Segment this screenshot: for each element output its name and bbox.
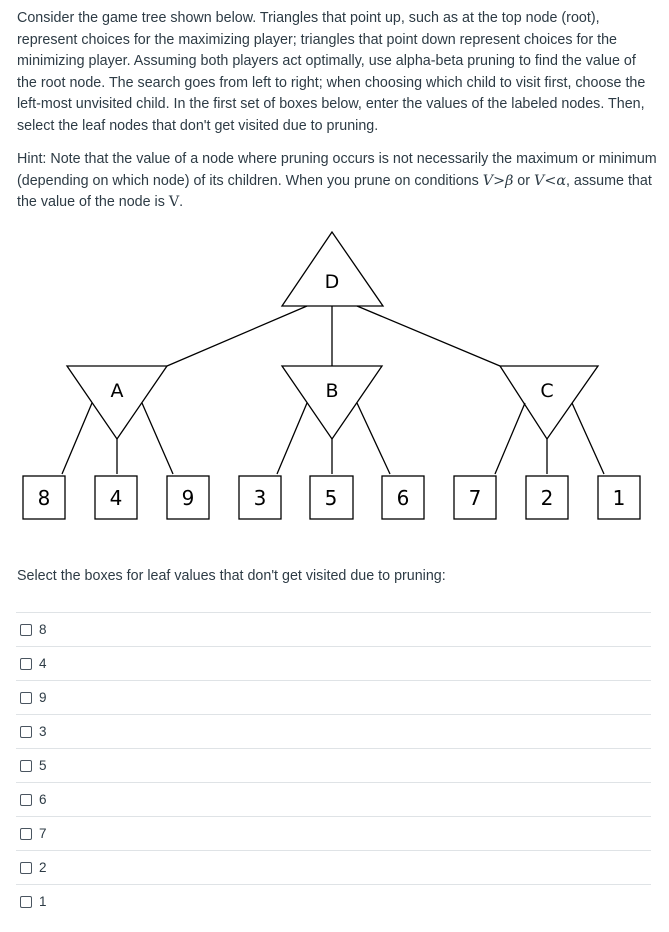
leaf-value: 7: [468, 486, 482, 510]
root-node-triangle: [282, 232, 383, 306]
checkbox[interactable]: [20, 658, 32, 670]
option-label: 3: [39, 724, 47, 739]
option-row[interactable]: [16, 816, 651, 850]
node-a-label: A: [110, 380, 124, 402]
option-row[interactable]: [16, 850, 651, 884]
option-label: 4: [39, 656, 47, 671]
checkbox[interactable]: [20, 794, 32, 806]
leaf-value: 1: [612, 486, 626, 510]
option-row[interactable]: [16, 680, 651, 714]
option-label: 5: [39, 758, 47, 773]
math-condition-1: V>β: [482, 172, 514, 189]
option-row[interactable]: [16, 714, 651, 748]
checkbox[interactable]: [20, 692, 32, 704]
edge-root-a: [167, 306, 307, 366]
option-row[interactable]: [16, 748, 651, 782]
leaf-value: 5: [324, 486, 338, 510]
checkbox[interactable]: [20, 862, 32, 874]
option-label: 8: [39, 622, 47, 637]
checkbox[interactable]: [20, 760, 32, 772]
option-row[interactable]: [16, 782, 651, 816]
game-tree-diagram: [0, 220, 669, 530]
checkbox[interactable]: [20, 828, 32, 840]
checkbox[interactable]: [20, 896, 32, 908]
hint-prefix: Hint: Note that the value of a node where pruning occurs is not necessarily the maximum or minimum (depending on which node) of its children. When you prune on conditions: [17, 151, 657, 189]
option-row[interactable]: [16, 646, 651, 680]
problem-statement: Consider the game tree shown below. Triangles that point up, such as at the top node (root), represent choices for the maximizing player; triangles that point down represent choices for the minimizing player. Assuming both players act optimally, use alpha-beta pruning to find the value of the root node. The search goes from left to right; when choosing which child to visit first, choose the left-most unvisited child. In the first set of boxes below, enter the values of the labeled nodes. Then, select the leaf nodes that don't get visited due to pruning.: [17, 10, 646, 134]
checkbox[interactable]: [20, 726, 32, 738]
pruned-leaves-checkbox-list: [16, 612, 651, 918]
leaf-value: 4: [109, 486, 123, 510]
option-label: 6: [39, 792, 47, 807]
hint-text: Hint: Note that the value of a node where pruning occurs is not necessarily the maximum or minimum (depending on which node) of its children. When you prune on conditions V>β or V<α, assume that the value of the node is V.: [17, 151, 657, 211]
root-node-label: D: [324, 271, 340, 293]
option-label: 9: [39, 690, 47, 705]
math-condition-2: V<α: [534, 172, 566, 189]
node-c-label: C: [540, 380, 554, 402]
node-b-label: B: [325, 380, 339, 402]
leaf-value: 2: [540, 486, 554, 510]
math-value-var: V: [168, 194, 180, 211]
leaf-value: 8: [37, 486, 51, 510]
leaf-value: 9: [181, 486, 195, 510]
question-prompt: Select the boxes for leaf values that don't get visited due to pruning:: [17, 568, 446, 584]
option-row[interactable]: [16, 884, 651, 918]
option-label: 2: [39, 860, 47, 875]
checkbox[interactable]: [20, 624, 32, 636]
option-label: 7: [39, 826, 47, 841]
leaf-value: 3: [253, 486, 267, 510]
option-label: 1: [39, 894, 47, 909]
leaf-value: 6: [396, 486, 410, 510]
edge-root-c: [357, 306, 500, 366]
option-row[interactable]: [16, 612, 651, 646]
